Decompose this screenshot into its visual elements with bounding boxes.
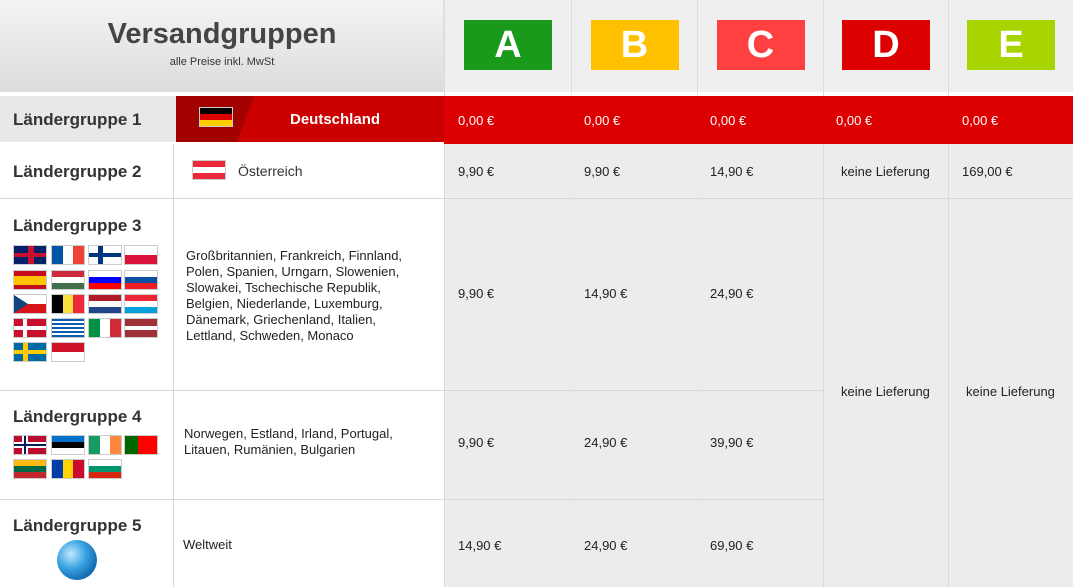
lithuania-flag-icon [13,459,47,479]
column-header-b [571,0,697,92]
luxembourg-flag-icon [124,294,158,314]
bulgaria-flag-icon [88,459,122,479]
price-g5-b: 24,90 € [584,538,628,553]
price-g2-b: 9,90 € [584,164,621,179]
price-g3-b: 14,90 € [584,286,628,301]
price-g5-a: 14,90 € [458,538,502,553]
column-header-c [697,0,823,92]
group-5-countries: Weltweit [183,537,232,552]
price-g1-d: 0,00 € [836,113,873,128]
price-g2-d: keine Lieferung [841,164,930,179]
badge-a: A [464,20,552,70]
estonia-flag-icon [51,435,85,455]
germany-flag-icon [199,107,233,127]
price-g2-c: 14,90 € [710,164,754,179]
badge-c: C [717,20,805,70]
group-4-countries: Norwegen, Estland, Irland, Portugal, Litauen, Rumänien, Bulgarien [184,426,393,457]
price-g1-e: 0,00 € [962,113,999,128]
slovakia-flag-icon [124,270,158,290]
price-g2-e: 169,00 € [962,164,1013,179]
page-subtitle: alle Preise inkl. MwSt [169,56,275,68]
globe-icon [57,540,97,580]
price-g4-a: 9,90 € [458,435,495,450]
group-2-label: Ländergruppe 2 [13,162,142,181]
column-header-d [823,0,948,92]
poland-flag-icon [124,245,158,265]
divider [948,198,1073,199]
badge-d: D [842,20,930,70]
group-3-label: Ländergruppe 3 [13,216,142,235]
price-g1-b: 0,00 € [584,113,621,128]
group-5-label: Ländergruppe 5 [13,516,142,535]
norway-flag-icon [13,435,47,455]
divider [0,390,823,391]
moldova-flag-icon [51,459,85,479]
group-1-countries: Deutschland [290,111,381,128]
slovenia-flag-icon [88,270,122,290]
price-merged-e: keine Lieferung [966,384,1055,399]
divider [697,92,698,587]
price-merged-d: keine Lieferung [841,384,930,399]
price-g3-a: 9,90 € [458,286,495,301]
divider [173,144,174,587]
price-area [444,144,1073,587]
column-header-a [444,0,571,92]
denmark-flag-icon [13,318,47,338]
italy-flag-icon [88,318,122,338]
divider [0,499,823,500]
column-header-e [948,0,1073,92]
divider [948,92,949,587]
ireland-flag-icon [88,435,122,455]
divider [823,92,824,587]
portugal-flag-icon [124,435,158,455]
spain-flag-icon [13,270,47,290]
badge-b: B [591,20,679,70]
austria-flag-icon [192,160,226,180]
group-4-label: Ländergruppe 4 [13,407,142,426]
price-g1-c: 0,00 € [710,113,747,128]
france-flag-icon [51,245,85,265]
divider [444,92,445,587]
price-g5-c: 69,90 € [710,538,754,553]
price-g4-b: 24,90 € [584,435,628,450]
price-g1-a: 0,00 € [458,113,495,128]
monaco-flag-icon [51,342,85,362]
group-3-countries: Großbritannien, Frankreich, Finnland, Polen, Spanien, Urngarn, Slowenien, Slowakei, Tschechische Republik, Belgien, Niederlande, Luxemburg, Dänemark, Griechenland, Italien, Lettland, Schweden, Monaco [186,248,403,343]
netherlands-flag-icon [88,294,122,314]
divider [571,92,572,587]
latvia-flag-icon [124,318,158,338]
czech-flag-icon [13,294,47,314]
badge-e: E [967,20,1055,70]
group-1-label: Ländergruppe 1 [13,110,142,129]
greece-flag-icon [51,318,85,338]
price-g2-a: 9,90 € [458,164,495,179]
belgium-flag-icon [51,294,85,314]
uk-flag-icon [13,245,47,265]
sweden-flag-icon [13,342,47,362]
price-g4-c: 39,90 € [710,435,754,450]
group-2-countries: Österreich [238,163,303,179]
page-title: Versandgruppen [107,18,337,50]
hungary-flag-icon [51,270,85,290]
finland-flag-icon [88,245,122,265]
divider [0,198,948,199]
price-g3-c: 24,90 € [710,286,754,301]
